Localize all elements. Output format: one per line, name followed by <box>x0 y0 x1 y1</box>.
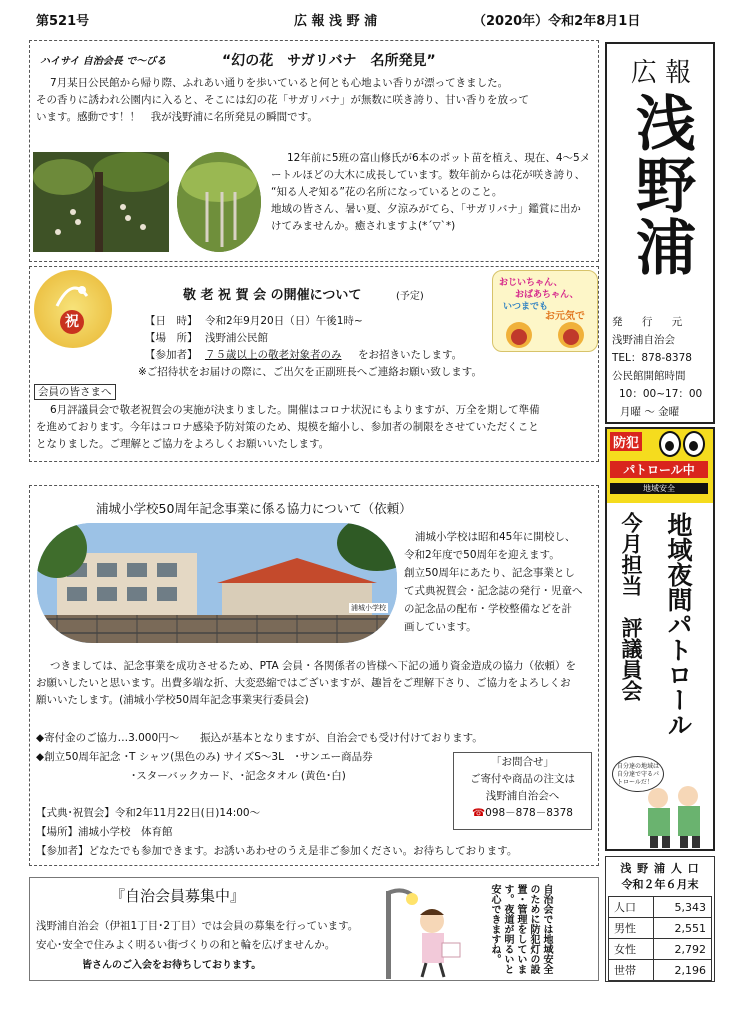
school-body: お願いしたいと思います。出費多端な折、大変恐縮ではございますが、趣旨をご理解下さり、ご協力をよろしくお <box>36 677 571 689</box>
school-sign: 浦城小学校 <box>351 604 386 612</box>
patrol-sign-text: 防犯 <box>610 432 642 451</box>
illustration-text: お元気で <box>545 311 585 322</box>
publisher-name: 浅野浦自治会 <box>612 334 675 346</box>
recruit-line: 皆さんのご入会をお待ちしております。 <box>82 960 262 971</box>
eye-icon <box>659 431 681 457</box>
school-text: て式典祝賀会・記念誌の発行・児童へ <box>404 585 583 597</box>
keirou-who-tail: をお招きいたします。 <box>358 349 463 361</box>
table-row <box>609 960 712 981</box>
school-text: 創立50周年にあたり、記念事業とし <box>404 567 575 579</box>
patrol-assignee: 今月担当 評議員会 <box>619 512 643 701</box>
goods-line: ･スターバックカード、･記念タオル (黄色･白) <box>131 770 346 782</box>
patrol-sign-text: 地域安全 <box>610 483 708 494</box>
inquiry-text: ご寄付や商品の注文は <box>470 773 575 785</box>
article2-title-note: (予定) <box>396 291 424 302</box>
population-value: 2,196 <box>654 960 712 981</box>
patrol-sign-text: パトロール中 <box>610 461 708 478</box>
event-line: 【場所】浦城小学校 体育館 <box>36 826 173 838</box>
population-label: 男性 <box>609 918 654 939</box>
article1-line: その香りに誘われ公園内に入ると、そこには幻の花「サガリバナ」が無数に咲き誇り、甘い香りを放って <box>36 94 529 106</box>
members-label: 会員の皆さまへ <box>34 384 116 400</box>
school-body: つきましては、記念事業を成功させるため、PTA 会員・各関係者の皆様へ下記の通り資金造成の協力（依頼）を <box>50 660 577 672</box>
population-label: 女性 <box>609 939 654 960</box>
goods-line: ◆創立50周年記念 ･T シャツ(黒色のみ) サイズS～3L ･サンエー商品券 <box>36 751 373 763</box>
keirou-date-label: 【日 時】 <box>145 315 198 327</box>
table-row <box>609 939 712 960</box>
issue-date: （2020年）令和2年8月1日 <box>473 14 641 29</box>
hours-value: 10：00~17：00 <box>619 388 703 400</box>
article1-line: 地域の皆さん、暑い夏、夕涼みがてら、「サガリバナ」鑑賞に出か <box>271 203 581 215</box>
recruit-title: 『自治会員募集中』 <box>110 887 246 905</box>
illustration-text: いつまでも <box>503 302 549 312</box>
article1-line: ートルほどの大木に成長しています。数年前からは花が咲き誇り、 <box>271 169 586 181</box>
patrol-heading: 地域夜間パトロール <box>664 512 693 737</box>
inquiry-phone: 098－878－8378 <box>485 807 573 819</box>
article1-line: けてみませんか。癒されますよ(*´▽`*) <box>271 220 456 232</box>
streetlight-note: 自治会では地域安全のために防犯灯の設置・管理をしています。夜道が明るいと安心できますね。 <box>489 884 552 974</box>
celebration-emblem <box>34 270 112 348</box>
publisher-label: 発 行 元 <box>612 316 691 328</box>
population-subtitle: 令和２年６月末 <box>621 878 699 891</box>
keirou-place-label: 【場 所】 <box>145 332 198 344</box>
table-row <box>609 897 712 918</box>
hours-label: 公民館開館時間 <box>612 370 686 382</box>
article1-line: います。感動です！！ 我が浅野浦に名所発見の瞬間です。 <box>36 111 318 123</box>
inquiry-box <box>453 752 592 830</box>
recruit-line: 浅野浦自治会（伊祖1丁目･2丁目）では会員の募集を行っています。 <box>36 920 359 932</box>
table-row <box>609 918 712 939</box>
keirou-who: ７５歳以上の敬老対象者のみ <box>205 349 342 361</box>
population-value: 2,792 <box>654 939 712 960</box>
population-value: 2,551 <box>654 918 712 939</box>
school-body: 願いいたします。(浦城小学校50周年記念事業実行委員会) <box>36 694 309 706</box>
school-text: 画しています。 <box>404 621 477 633</box>
article1-line: 7月某日公民館から帰り際、ふれあい通りを歩いていると何とも心地よい香りが漂ってきました。 <box>50 77 509 89</box>
publisher-tel: TEL：878-8378 <box>612 352 692 364</box>
keirou-note: ※ご招待状をお届けの際に、ご出欠を正副班長へご連絡お願い致します。 <box>138 366 482 378</box>
population-label: 人口 <box>609 897 654 918</box>
population-title: 浅 野 浦 人 口 <box>620 862 700 875</box>
masthead-big-title: 浅野浦 <box>626 92 696 278</box>
inquiry-title: ｢お問合せ｣ <box>496 756 549 768</box>
patrol-sign <box>607 429 713 503</box>
celebration-seal: 祝 <box>60 310 84 334</box>
school-text: 令和2年度で50周年を迎えます。 <box>404 549 560 561</box>
sagaribana-photo-1 <box>33 152 169 252</box>
keirou-place: 浅野浦公民館 <box>205 332 268 344</box>
speech-bubble: 自分達の地域は自分達で守るパトロールだ！ <box>612 756 664 792</box>
article1-kicker: ハイサイ 自治会長 で～びる <box>40 56 167 67</box>
population-label: 世帯 <box>609 960 654 981</box>
newsletter-title: 広 報 浅 野 浦 <box>294 14 378 29</box>
article3-title: 浦城小学校50周年記念事業に係る協力について（依頼） <box>96 501 412 516</box>
patrol-people-illustration <box>628 780 714 848</box>
article2-title: 敬 老 祝 賀 会 の開催について <box>183 288 362 303</box>
school-text: の記念品の配布・学校整備などを計 <box>404 603 572 615</box>
article1-line: “知る人ぞ知る”花の名所になっているとのこと。 <box>271 186 503 198</box>
streetlight-illustration <box>372 881 468 979</box>
issue-number: 第521号 <box>36 14 90 29</box>
population-table <box>608 896 712 981</box>
inquiry-text: 浅野浦自治会へ <box>485 790 560 802</box>
sagaribana-photo-2 <box>177 152 261 252</box>
population-value: 5,343 <box>654 897 712 918</box>
phone-icon: ☎ <box>472 807 486 819</box>
keirou-who-label: 【参加者】 <box>145 349 198 361</box>
school-text: 浦城小学校は昭和45年に開校し、 <box>415 531 576 543</box>
illustration-text: おばあちゃん、 <box>515 290 579 300</box>
keirou-date: 令和2年9月20日（日）午後1時~ <box>205 315 363 327</box>
recruit-line: 安心･安全で住みよく明るい街づくりの和と輪を広げませんか。 <box>36 939 336 951</box>
keirou-illustration <box>492 270 598 352</box>
keirou-body: を進めております。今年はコロナ感染予防対策のため、規模を縮小し、参加者の制限をさせていただくこと <box>36 421 539 433</box>
illustration-text: おじいちゃん、 <box>499 278 563 288</box>
population-panel <box>605 856 715 982</box>
keirou-body: 6月評議員会で敬老祝賀会の実施が決まりました。開催はコロナ状況にもよりますが、万全を期して準備 <box>50 404 540 416</box>
article1-line: 12年前に5班の富山修氏が6本のポット苗を植え、現在、4～5メ <box>287 152 591 164</box>
masthead-small-title: 広 報 <box>630 58 692 88</box>
donation-line: ◆寄付金のご協力…3.000円～ 振込が基本となりますが、自治会でも受け付けております。 <box>36 732 483 744</box>
eye-icon <box>683 431 705 457</box>
article1-headline: “幻の花 サガリバナ 名所発見” <box>222 53 436 69</box>
school-photo <box>37 523 397 643</box>
event-line: 【式典･祝賀会】令和2年11月22日(日)14:00～ <box>36 807 261 819</box>
keirou-body: となりました。ご理解とご協力をよろしくお願いいたします。 <box>36 438 330 450</box>
event-line: 【参加者】どなたでも参加できます。お誘いあわせのうえ是非ご参加ください。お待ちしております。 <box>36 845 518 857</box>
hours-days: 月曜 ～ 金曜 <box>620 406 680 418</box>
